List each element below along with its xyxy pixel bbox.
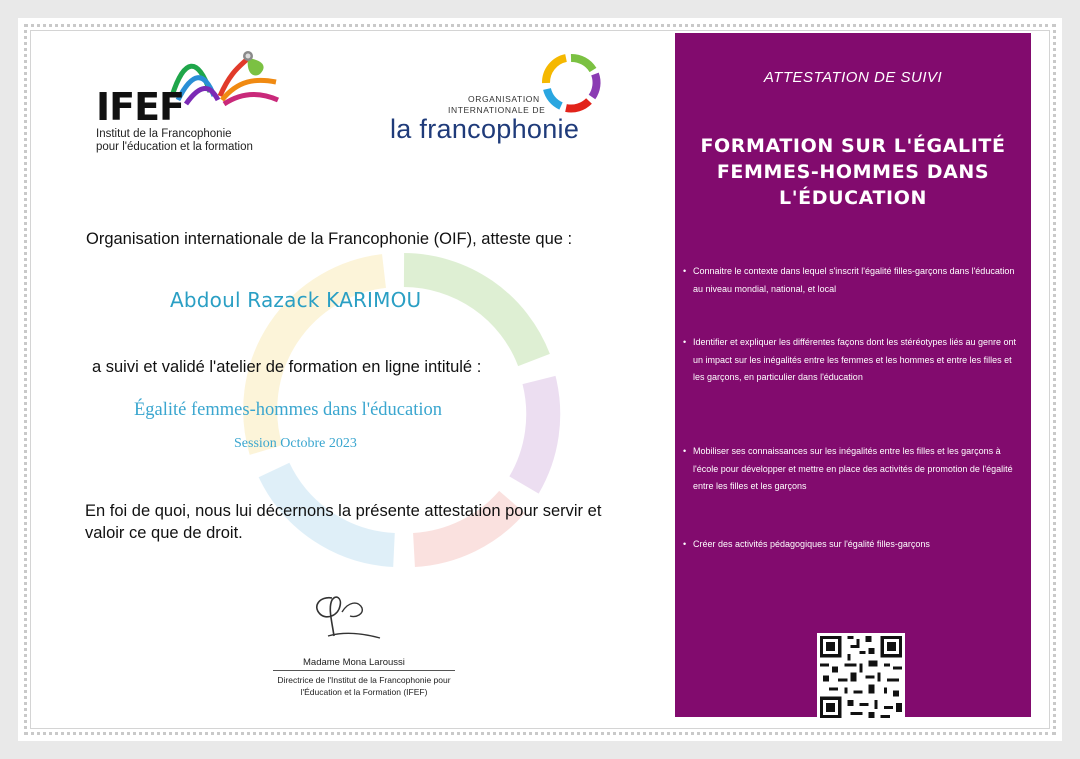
oif-caption-line-1: ORGANISATION (468, 94, 540, 104)
oif-caption (448, 94, 545, 116)
signature-icon (302, 592, 382, 642)
recipient-name: Abdoul Razack KARIMOU (170, 288, 422, 312)
objective-text: Mobiliser ses connaissances sur les inégalités entre les filles et les garçons à l'école pour développer et mettre en place des activités de promotion de l'égalité entre les filles et les garçons (693, 446, 1013, 491)
session-label: Session Octobre 2023 (234, 436, 357, 451)
bullet-icon: • (683, 539, 687, 549)
panel-title-line-1: FORMATION SUR L'ÉGALITÉ (700, 135, 1006, 157)
objective-text: Créer des activités pédagogiques sur l'égalité filles-garçons (693, 539, 930, 549)
bullet-icon: • (683, 446, 687, 456)
panel-title-line-2: FEMMES-HOMMES DANS (716, 161, 990, 183)
certificate-page (18, 18, 1062, 741)
objective-item (683, 263, 1017, 298)
signature-rule (273, 670, 455, 671)
ifef-wordmark: IFEF (96, 85, 185, 129)
signer-name: Madame Mona Laroussi (303, 657, 405, 668)
ifef-subtitle-line-1: Institut de la Francophonie (96, 128, 232, 140)
course-summary-panel (675, 33, 1031, 717)
objective-text: Connaitre le contexte dans lequel s'inscrit l'égalité filles-garçons dans l'éducation au niveau mondial, national, et local (693, 266, 1015, 294)
ifef-subtitle-line-2: pour l'éducation et la formation (96, 141, 253, 153)
bullet-icon: • (683, 266, 687, 276)
objective-item (683, 334, 1017, 387)
oif-wordmark: la francophonie (390, 114, 580, 144)
panel-heading: ATTESTATION DE SUIVI (763, 69, 943, 86)
objective-text: Identifier et expliquer les différentes façons dont les stéréotypes liés au genre ont un impact sur les inégalités entre les femmes et les hommes et entre les filles et les garçons, en particulier dans l'éducation (693, 337, 1017, 382)
course-title: Égalité femmes-hommes dans l'éducation (134, 400, 442, 420)
closing-statement: En foi de quoi, nous lui décernons la présente attestation pour servir et valoir ce que de droit. (85, 502, 602, 542)
completion-statement: a suivi et validé l'atelier de formation en ligne intitulé : (92, 358, 482, 376)
objective-item (683, 443, 1017, 496)
ifef-subtitle (96, 128, 253, 154)
objective-item (683, 536, 1017, 554)
oif-logo (390, 54, 620, 154)
panel-title (675, 133, 1031, 211)
bullet-icon: • (683, 337, 687, 347)
oif-caption-line-2: INTERNATIONALE DE (448, 105, 546, 115)
panel-title-line-3: L'ÉDUCATION (779, 187, 927, 209)
qr-code-icon (817, 633, 905, 721)
attestation-statement: Organisation internationale de la Francophonie (OIF), atteste que : (86, 230, 573, 248)
oif-ring-icon (540, 52, 602, 114)
ifef-logo (94, 48, 284, 153)
signer-role: Directrice de l'Institut de la Francophonie pour l'Éducation et la Formation (IFEF) (277, 675, 451, 697)
